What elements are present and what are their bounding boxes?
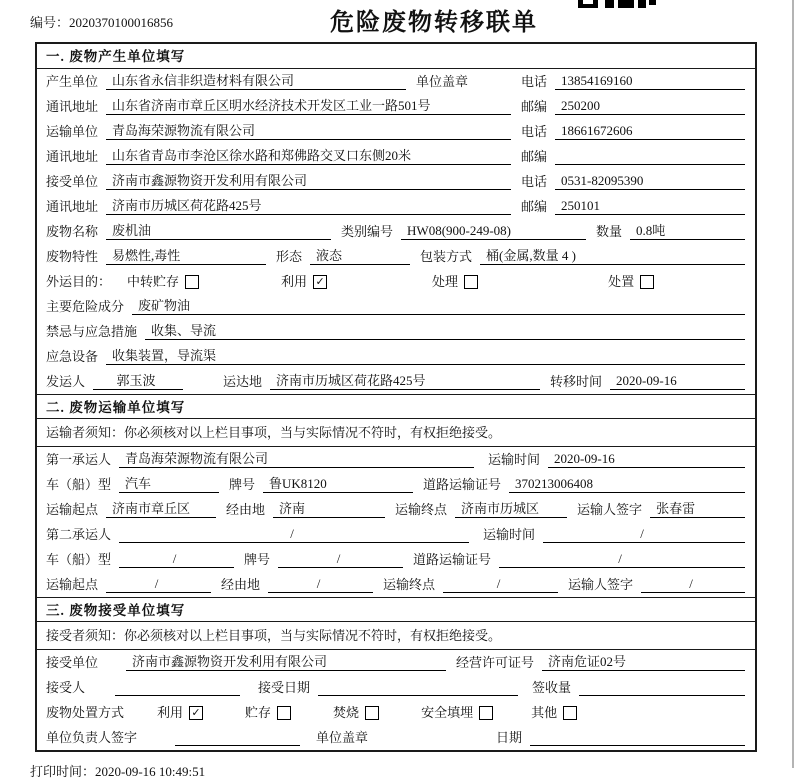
equipment-label: 应急设备: [46, 349, 99, 364]
transfer-time-value: 2020-09-16: [610, 373, 745, 390]
serial-number: 2020370100016856: [69, 15, 174, 30]
disposal-label: 废物处置方式: [46, 705, 125, 720]
purpose-dispose-label: 处置: [608, 274, 635, 289]
end1-label: 运输终点: [395, 502, 448, 517]
phone1-label: 电话: [520, 74, 547, 89]
section2-heading: 二. 废物运输单位填写: [37, 394, 755, 419]
row-waste-character: [37, 244, 755, 269]
section1-heading: 一. 废物产生单位填写: [37, 44, 755, 69]
road-no2-label: 道路运输证号: [413, 552, 492, 567]
vehicle2-label: 车（船）型: [46, 552, 112, 567]
transporter-value: 青岛海荣源物流有限公司: [106, 123, 511, 140]
hazard-value: 废矿物油: [132, 298, 745, 315]
phone2-value: 18661672606: [555, 123, 745, 140]
receiver-label: 接受单位: [46, 174, 99, 189]
via2-value: /: [268, 576, 373, 593]
phone3-label: 电话: [520, 174, 547, 189]
addr3-value: 济南市历城区荷花路425号: [106, 198, 511, 215]
purpose-treat-label: 处理: [432, 274, 459, 289]
time2-value: /: [543, 526, 745, 543]
road-no1-value: 370213006408: [509, 476, 745, 493]
vehicle1-label: 车（船）型: [46, 477, 112, 492]
print-time-label: 打印时间：: [30, 764, 96, 779]
quantity-label: 数量: [596, 224, 623, 239]
disposal-storage-label: 贮存: [245, 705, 272, 720]
transporter-notice: 运输者须知：你必须核对以上栏目事项，当与实际情况不符时，有权拒绝接受。: [37, 419, 755, 447]
disposal-utilize-label: 利用: [157, 705, 184, 720]
destination-label: 运达地: [223, 374, 263, 389]
section3-heading: 三. 废物接受单位填写: [37, 597, 755, 622]
row-vehicle2: [37, 547, 755, 572]
row-transport-purpose: [37, 269, 755, 294]
origin1-label: 运输起点: [46, 502, 99, 517]
date-value: [530, 730, 745, 746]
row-disposal-method: [37, 700, 755, 725]
qr-code-fragment-icon: [578, 0, 658, 8]
category-value: HW08(900-249-08): [401, 223, 586, 240]
disposal-option-other: [531, 702, 577, 721]
recv-unit-label: 接受单位: [46, 655, 99, 670]
shipper-label: 发运人: [46, 374, 86, 389]
disposal-option-landfill: [421, 702, 493, 721]
row-responsible-signature: [37, 725, 755, 750]
row-route1: [37, 497, 755, 522]
time1-label: 运输时间: [488, 452, 541, 467]
hazard-label: 主要危险成分: [46, 299, 125, 314]
via1-label: 经由地: [226, 502, 266, 517]
waste-name-value: 废机油: [106, 223, 331, 240]
disposal-storage-checkbox: [277, 706, 291, 720]
unit-seal2-label: 单位盖章: [316, 730, 369, 745]
head-sign-label: 单位负责人签字: [46, 730, 138, 745]
license-value: 济南危证02号: [542, 654, 745, 671]
disposal-utilize-checkbox: ✓: [189, 706, 203, 720]
page-title: 危险废物转移联单: [330, 10, 538, 36]
disposal-option-incinerate: [333, 702, 379, 721]
row-receiving-person: [37, 675, 755, 700]
row-first-carrier: [37, 447, 755, 472]
waste-transfer-form-table: [35, 42, 757, 752]
plate2-label: 牌号: [244, 552, 271, 567]
transfer-time-label: 转移时间: [550, 374, 603, 389]
print-time-line: [30, 761, 796, 780]
end1-value: 济南市历城区: [455, 501, 567, 518]
taboo-label: 禁忌与应急措施: [46, 324, 138, 339]
disposal-incinerate-checkbox: [365, 706, 379, 720]
unit-seal-label: 单位盖章: [416, 74, 469, 89]
via1-value: 济南: [273, 501, 385, 518]
addr3-label: 通讯地址: [46, 199, 99, 214]
zip3-label: 邮编: [520, 199, 547, 214]
purpose-utilize-label: 利用: [281, 274, 308, 289]
phone2-label: 电话: [520, 124, 547, 139]
recv-person-label: 接受人: [46, 680, 86, 695]
disposal-other-label: 其他: [531, 705, 558, 720]
row-receiver-address: [37, 194, 755, 219]
purpose-option-treat: [432, 271, 478, 290]
sign1-value: 张春雷: [650, 501, 745, 518]
addr2-value: 山东省青岛市李沧区徐水路和郑佛路交叉口东侧20米: [106, 148, 511, 165]
purpose-transfer-storage-label: 中转贮存: [127, 274, 180, 289]
purpose-option-utilize: [281, 271, 327, 290]
serial-number-line: [30, 12, 173, 31]
producer-value: 山东省永信非织造材料有限公司: [106, 73, 406, 90]
recv-date-value: [318, 680, 518, 696]
category-label: 类别编号: [341, 224, 394, 239]
addr2-label: 通讯地址: [46, 149, 99, 164]
row-second-carrier: [37, 522, 755, 547]
disposal-landfill-label: 安全填埋: [421, 705, 474, 720]
carrier2-value: /: [119, 526, 469, 543]
row-producer: [37, 69, 755, 94]
purpose-treat-checkbox: [464, 275, 478, 289]
purpose-option-dispose: [608, 271, 654, 290]
serial-label: 编号：: [30, 15, 70, 30]
equipment-value: 收集装置，导流渠: [106, 348, 745, 365]
row-transporter: [37, 119, 755, 144]
vehicle2-value: /: [119, 551, 234, 568]
row-receiving-unit: [37, 650, 755, 675]
via2-label: 经由地: [221, 577, 261, 592]
addr1-label: 通讯地址: [46, 99, 99, 114]
receiver-value: 济南市鑫源物资开发利用有限公司: [106, 173, 511, 190]
row-hazard-component: [37, 294, 755, 319]
zip3-value: 250101: [555, 198, 745, 215]
packing-value: 桶(金属,数量 4 ): [480, 248, 745, 265]
sign2-value: /: [641, 576, 745, 593]
sign1-label: 运输人签字: [577, 502, 643, 517]
window-right-edge: [792, 0, 794, 768]
purpose-transfer-storage-checkbox: [185, 275, 199, 289]
addr1-value: 山东省济南市章丘区明水经济技术开发区工业一路501号: [106, 98, 511, 115]
phone3-value: 0531-82095390: [555, 173, 745, 190]
phone1-value: 13854169160: [555, 73, 745, 90]
sign2-label: 运输人签字: [568, 577, 634, 592]
disposal-landfill-checkbox: [479, 706, 493, 720]
zip1-label: 邮编: [520, 99, 547, 114]
plate1-label: 牌号: [229, 477, 256, 492]
time2-label: 运输时间: [483, 527, 536, 542]
head-sign-value: [175, 730, 300, 746]
plate2-value: /: [278, 551, 403, 568]
form-header: [0, 0, 796, 42]
purpose-label: 外运目的：: [46, 274, 112, 289]
origin1-value: 济南市章丘区: [106, 501, 216, 518]
purpose-utilize-checkbox: ✓: [313, 275, 327, 289]
quantity-value: 0.8吨: [630, 223, 745, 240]
character-label: 废物特性: [46, 249, 99, 264]
receiver-notice: 接受者须知：你必须核对以上栏目事项，当与实际情况不符时，有权拒绝接受。: [37, 622, 755, 650]
purpose-option-transfer-storage: [127, 271, 199, 290]
row-shipper: [37, 369, 755, 394]
row-transporter-address: [37, 144, 755, 169]
row-emergency-equipment: [37, 344, 755, 369]
vehicle1-value: 汽车: [119, 476, 219, 493]
destination-value: 济南市历城区荷花路425号: [270, 373, 540, 390]
disposal-other-checkbox: [563, 706, 577, 720]
zip1-value: 250200: [555, 98, 745, 115]
form-label: 形态: [276, 249, 303, 264]
row-producer-address: [37, 94, 755, 119]
license-label: 经营许可证号: [456, 655, 535, 670]
zip2-value: [555, 149, 745, 165]
form-value: 液态: [310, 248, 410, 265]
road-no1-label: 道路运输证号: [423, 477, 502, 492]
row-route2: [37, 572, 755, 597]
carrier1-value: 青岛海荣源物流有限公司: [119, 451, 474, 468]
waste-name-label: 废物名称: [46, 224, 99, 239]
shipper-value: 郭玉波: [93, 373, 183, 390]
time1-value: 2020-09-16: [548, 451, 745, 468]
road-no2-value: /: [499, 551, 745, 568]
recv-person-value: [115, 680, 240, 696]
end2-value: /: [443, 576, 558, 593]
recv-date-label: 接受日期: [258, 680, 311, 695]
row-waste-name: [37, 219, 755, 244]
recv-qty-value: [579, 680, 745, 696]
print-time-value: 2020-09-16 10:49:51: [95, 764, 206, 779]
carrier2-label: 第二承运人: [46, 527, 112, 542]
taboo-value: 收集、导流: [145, 323, 745, 340]
end2-label: 运输终点: [383, 577, 436, 592]
character-value: 易燃性,毒性: [106, 248, 266, 265]
row-taboo-measures: [37, 319, 755, 344]
plate1-value: 鲁UK8120: [263, 476, 413, 493]
purpose-dispose-checkbox: [640, 275, 654, 289]
row-vehicle1: [37, 472, 755, 497]
disposal-option-storage: [245, 702, 291, 721]
carrier1-label: 第一承运人: [46, 452, 112, 467]
row-receiver: [37, 169, 755, 194]
origin2-value: /: [106, 576, 211, 593]
disposal-option-utilize: [157, 702, 203, 721]
origin2-label: 运输起点: [46, 577, 99, 592]
zip2-label: 邮编: [520, 149, 547, 164]
recv-qty-label: 签收量: [532, 680, 572, 695]
date-label: 日期: [496, 730, 523, 745]
producer-label: 产生单位: [46, 74, 99, 89]
transporter-label: 运输单位: [46, 124, 99, 139]
recv-unit-value: 济南市鑫源物资开发利用有限公司: [126, 654, 446, 671]
packing-label: 包装方式: [420, 249, 473, 264]
disposal-incinerate-label: 焚烧: [333, 705, 360, 720]
